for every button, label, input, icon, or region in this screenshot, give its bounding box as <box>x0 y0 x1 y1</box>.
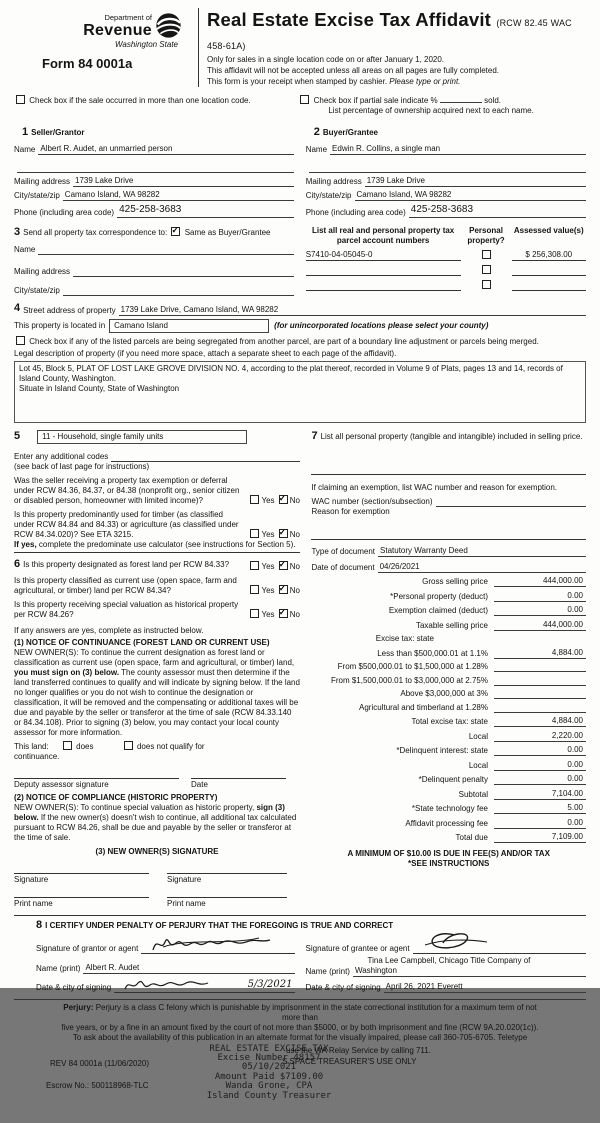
dor-logo <box>14 8 192 72</box>
page-title: Real Estate Excise Tax Affidavit (RCW 82.45 WAC 458-61A) <box>207 9 572 52</box>
additional-codes-field[interactable] <box>111 452 300 462</box>
parcel-col2-header: Personal property? <box>467 225 505 245</box>
parcel-row <box>306 250 586 261</box>
grantor-date-label: Date & city of signing <box>36 982 112 992</box>
q5-yes-checkbox[interactable] <box>250 609 259 618</box>
reason-exemption-label: Reason for exemption <box>311 506 390 516</box>
q4-no-checkbox[interactable] <box>279 585 288 594</box>
logo-revenue-text: Revenue <box>83 21 152 39</box>
grantor-name-field[interactable]: Albert R. Audet <box>83 963 294 974</box>
tax-line-value[interactable]: 2,220.00 <box>494 731 586 742</box>
no-label: No <box>289 530 300 539</box>
grantee-date-field[interactable]: April 26, 2021 Everett <box>384 982 586 993</box>
buyer-mailing-field[interactable]: 1739 Lake Drive <box>365 176 586 187</box>
right-column <box>311 430 586 909</box>
buyer-name2-field[interactable] <box>309 163 586 173</box>
no-label: No <box>289 609 300 619</box>
escrow-number: Escrow No.: 500118968-TLC <box>46 1080 149 1090</box>
land-qualify-row <box>14 741 300 752</box>
tax-line-label: From $500,000.01 to $1,500,000 at 1.28% <box>337 662 488 672</box>
grantee-name-label: Name (print) <box>305 966 350 976</box>
stamp-line: REAL ESTATE EXCISE TAX <box>209 1043 329 1054</box>
additional-codes-note: (see back of last page for instructions) <box>14 462 150 471</box>
legal-description-line1: Lot 45, Block 5, PLAT OF LOST LAKE GROVE DIVISION NO. 4, according to the plat thereof, recorded in Volume 9 of Plats, pages 13 and 14, records of Island County, Washington. <box>19 364 563 383</box>
notice-continuance-body: NEW OWNER(S): To continue the current designation as forest land or classification as current use (open space, farm and agricultural, or timber) land, you must sign on (3) below. The county assessor must then determine if the land transferred continues to qualify and will indicate by signing below. If the land no longer qualifies or you do not wish to continue the designation or classification, it will be removed and the compensating or additional taxes will be due and payable by the seller or transferor at the time of sale (RCW 84.33.140 or 84.34.108). Prior to signing (3) below, you may contact your local county assessor for more information. <box>14 647 300 737</box>
does-not-checkbox[interactable] <box>124 741 133 750</box>
located-in-dropdown[interactable]: Camano Island <box>109 319 269 333</box>
answers-yes-note: If any answers are yes, complete as instructed below. <box>14 625 204 635</box>
correspondence-parcels-section <box>14 226 586 297</box>
grantor-signature-image <box>149 933 274 955</box>
seller-mailing-label: Mailing address <box>14 177 71 186</box>
section5-number: 5 <box>14 430 21 443</box>
correspondence-column <box>14 226 294 297</box>
footer <box>14 1045 586 1123</box>
q4-yes-checkbox[interactable] <box>250 585 259 594</box>
tax-line-value[interactable]: 7,104.00 <box>494 789 586 800</box>
logo-dept-text: Department of <box>104 13 152 23</box>
stamp-line: Excise Number 48157 <box>217 1052 321 1063</box>
grantee-company-text: Tina Lee Campbell, Chicago Title Company of <box>367 955 531 965</box>
tax-line-label: Local <box>468 760 488 770</box>
stamp-line: Wanda Grone, CPA <box>225 1081 313 1092</box>
located-in-note: (for unincorporated locations please select your county) <box>274 321 489 330</box>
buyer-name-field[interactable]: Edwin R. Collins, a single man <box>330 144 586 155</box>
tax-line-label: Exemption claimed (deduct) <box>388 606 488 616</box>
grantee-signature-block <box>306 937 587 993</box>
rcw-reference: (RCW 82.45 WAC 458-61A) <box>207 18 572 52</box>
this-land-label: This land: <box>14 741 49 751</box>
parcel-row <box>306 280 586 291</box>
left-column <box>14 430 300 909</box>
seller-city-field[interactable]: Camano Island, WA 98282 <box>63 190 294 201</box>
tax-line-value[interactable]: 0.00 <box>494 591 586 602</box>
partial-sale-label: Check box if partial sale indicate % <box>313 96 438 106</box>
q1-no-checkbox[interactable] <box>279 495 288 504</box>
legal-description-line2: Situate in Island County, State of Washington <box>19 384 180 393</box>
legal-description-label: Legal description of property (if you need more space, attach a separate sheet to each page of the affidavit). <box>14 349 397 358</box>
parcel-row <box>306 265 586 276</box>
section7-number: 7 <box>311 430 318 442</box>
tax-line-label: Affidavit processing fee <box>405 818 488 828</box>
q1-yes-checkbox[interactable] <box>250 495 259 504</box>
continuance-label: continuance. <box>14 751 60 761</box>
alternate-format-note: To ask about the availability of this publication in an alternate format for the visually impaired, please call 360-705-6705. Teletype <box>72 1032 528 1042</box>
minimum-due-note: A MINIMUM OF $10.00 IS DUE IN FEE(S) AND/OR TAX <box>347 849 550 859</box>
perjury-line2: more than <box>281 1012 319 1022</box>
tax-line-label: Total due <box>455 833 488 843</box>
personal-property-checkbox[interactable] <box>482 265 491 274</box>
seller-column <box>14 122 294 217</box>
notice-compliance-body: NEW OWNER(S): To continue special valuation as historic property, sign (3) below. If the new owner(s) doesn't wish to continue, all additional tax calculated pursuant to RCW 84.26, shall be due and payable by the seller or transferor at the time of sale. <box>14 802 297 842</box>
parcel-number-field[interactable] <box>306 290 461 291</box>
wac-number-label: WAC number (section/subsection) <box>311 496 433 506</box>
predominate-use-note: If yes, complete the predominate use calculator (see instructions for Section 5). <box>14 540 300 553</box>
grantor-signature-field[interactable] <box>141 940 294 954</box>
header-line3: This form is your receipt when stamped by cashier. Please type or print. <box>207 77 461 87</box>
located-in-label: This property is located in <box>14 321 106 330</box>
section2-heading: Buyer/Grantee <box>322 128 378 138</box>
stamp-line: Amount Paid $7109.00 <box>214 1071 324 1082</box>
segregated-checkbox[interactable] <box>16 336 25 345</box>
buyer-mailing-label: Mailing address <box>305 177 362 186</box>
q3-no-checkbox[interactable] <box>279 561 288 570</box>
buyer-column <box>306 122 586 217</box>
yes-label: Yes <box>261 530 275 539</box>
q2-no-checkbox[interactable] <box>279 529 288 538</box>
deputy-signature-label: Deputy assessor signature <box>14 778 179 790</box>
seller-name-label: Name <box>14 145 36 154</box>
grantee-date-label: Date & city of signing <box>305 982 381 992</box>
grantor-signature-label: Signature of grantor or agent <box>36 943 139 953</box>
perjury-line1: Perjury: Perjury is a class C felony which is punishable by imprisonment in the state correctional institution for a maximum term of not <box>63 1002 537 1012</box>
logo-state-text: Washington State <box>114 40 178 49</box>
section1-heading: Seller/Grantor <box>31 128 85 138</box>
personal-property-checkbox[interactable] <box>482 250 491 259</box>
historical-question: Is this property receiving special valuation as historical property per RCW 84.26? <box>14 599 239 619</box>
form-number: Form 84 0001a <box>42 56 133 71</box>
stamp-line: Island County Treasurer <box>206 1090 332 1101</box>
grantee-signature-image <box>421 931 491 955</box>
correspondence-city-label: City/state/zip <box>14 286 60 296</box>
personal-property-intro: List all personal property (tangible and intangible) included in selling price. <box>320 432 583 441</box>
header <box>14 8 586 87</box>
timber-question: Is this property predominantly used for timber (as classified under RCW 84.84 and 84.33) or agriculture (as classified under RCW 84.34.020)? See ETA 3215. <box>14 510 239 539</box>
tax-line-label: Total excise tax: state <box>411 717 488 727</box>
treasurer-use-only-text: S SPACE TREASURER'S USE ONLY <box>282 1056 417 1066</box>
grantor-date-handwritten: 5/3/2021 <box>247 979 293 990</box>
tax-line-label: Agricultural and timberland at 1.28% <box>359 702 488 712</box>
q2-yes-checkbox[interactable] <box>250 529 259 538</box>
seller-phone-label: Phone (including area code) <box>14 207 115 217</box>
buyer-phone-field[interactable]: 425-258-3683 <box>409 204 586 218</box>
ownership-percent-note: List percentage of ownership acquired next to each name. <box>328 106 534 116</box>
q5-no-checkbox[interactable] <box>279 609 288 618</box>
tax-line-value[interactable]: 0.00 <box>494 774 586 785</box>
seller-phone-field[interactable]: 425-258-3683 <box>117 204 294 218</box>
property-section <box>14 302 586 423</box>
parcel-number-field[interactable]: S7410-04-05045-0 <box>306 250 461 261</box>
buyer-city-field[interactable]: Camano Island, WA 98282 <box>355 190 586 201</box>
perjury-line3: five years, or by a fine in an amount fixed by the court of not more than $5000, or by both imprisonment and fine (RCW 9A.20.020(1c)). <box>61 1022 539 1032</box>
yes-label: Yes <box>261 496 275 505</box>
relay-service-note: use the WA Relay Service by calling 711. <box>286 1045 431 1055</box>
forest-land-question: Is this property designated as forest land per RCW 84.33? <box>23 560 230 569</box>
reason-exemption-field[interactable] <box>311 539 586 540</box>
grantee-signature-field[interactable] <box>413 940 586 954</box>
certification-section <box>14 915 586 995</box>
personal-property-field[interactable] <box>311 474 586 475</box>
q3-yes-checkbox[interactable] <box>250 561 259 570</box>
no-label: No <box>289 585 300 595</box>
tax-line-label: *Delinquent penalty <box>418 775 488 785</box>
street-address-label: Street address of property <box>23 306 116 315</box>
document-date-field[interactable]: 04/26/2021 <box>378 562 586 573</box>
seller-mailing-field[interactable]: 1739 Lake Drive <box>73 176 294 187</box>
land-use-code-dropdown[interactable]: 11 - Household, single family units <box>37 430 247 444</box>
tax-line-value[interactable]: 4,884.00 <box>494 648 586 659</box>
tax-line-label: *Personal property (deduct) <box>390 591 488 601</box>
perjury-section <box>14 999 586 1043</box>
correspondence-city-field[interactable] <box>63 286 294 296</box>
seller-name2-field[interactable] <box>17 163 294 173</box>
stamp-line: 05/10/2021 <box>241 1062 297 1073</box>
middle-columns <box>14 430 586 909</box>
tax-line-label: Excise tax: state <box>375 634 434 644</box>
parcel-table <box>306 226 586 297</box>
section1-number: 1 <box>22 126 29 139</box>
section8-number: 8 <box>36 918 43 931</box>
same-as-buyer-label: Same as Buyer/Grantee <box>184 227 271 237</box>
multiple-location-checkbox[interactable] <box>16 95 25 104</box>
grantor-name-label: Name (print) <box>36 963 81 973</box>
current-use-question: Is this property classified as current use (open space, farm and agricultural, or timber) land per RCW 84.34? <box>14 575 237 595</box>
assessed-value-field[interactable] <box>512 290 586 291</box>
yes-label: Yes <box>261 585 275 595</box>
exemption-question: Was the seller receiving a property tax exemption or deferral under RCW 84.36, 84.37, or 84.38 (nonprofit org., senior citizen or disabled person, homeowner with limited income)? <box>14 476 240 505</box>
tax-line-value <box>494 635 586 644</box>
deputy-assessor-row <box>14 766 300 790</box>
tax-line-label: Less than $500,000.01 at 1.1% <box>377 648 488 658</box>
correspondence-mailing-field[interactable] <box>73 267 294 277</box>
parcel-number-field[interactable] <box>306 275 461 276</box>
same-as-buyer-checkbox[interactable] <box>171 227 180 236</box>
correspondence-name-field[interactable] <box>38 245 294 255</box>
rev-number: REV 84 0001a (11/06/2020) <box>50 1058 150 1068</box>
tax-line-value[interactable] <box>494 703 586 713</box>
no-label: No <box>289 496 300 505</box>
tax-line-value[interactable]: 5.00 <box>494 803 586 814</box>
header-line1: Only for sales in a single location code on or after January 1, 2020. <box>207 55 445 65</box>
section4-number: 4 <box>14 302 21 315</box>
street-address-field[interactable]: 1739 Lake Drive, Camano Island, WA 98282 <box>119 305 586 316</box>
buyer-city-label: City/state/zip <box>305 191 352 200</box>
owner-signature-label: Signature <box>167 873 287 885</box>
parcel-col3-header: Assessed value(s) <box>513 225 584 235</box>
section6-number: 6 <box>14 558 21 570</box>
tax-line-label: Subtotal <box>458 789 488 799</box>
tax-line-label: Gross selling price <box>422 577 488 587</box>
tax-line-value[interactable]: 0.00 <box>494 605 586 616</box>
partial-sale-sold-label: sold. <box>484 96 502 106</box>
partial-sale-percent-field[interactable] <box>440 102 482 103</box>
tax-line-value[interactable]: 0.00 <box>494 745 586 756</box>
tax-line-value[interactable] <box>494 689 586 699</box>
segregated-label: Check box if any of the listed parcels are being segregated from another parcel, are part of a boundary line adjustment or parcels being merged. <box>29 337 539 346</box>
tax-line-value[interactable]: 4,884.00 <box>494 716 586 727</box>
legal-description-box[interactable] <box>14 361 586 423</box>
correspondence-mailing-label: Mailing address <box>14 267 71 277</box>
owner-printname-row <box>14 885 300 909</box>
grantor-signature-block <box>36 937 295 993</box>
tax-line-label: Taxable selling price <box>415 620 488 630</box>
tax-line-value[interactable] <box>494 662 586 672</box>
yes-label: Yes <box>261 561 275 571</box>
additional-codes-label: Enter any additional codes <box>14 452 109 461</box>
owner-printname-label: Print name <box>167 897 287 909</box>
notice-continuance-title: (1) NOTICE OF CONTINUANCE (FOREST LAND OR CURRENT USE) <box>14 637 270 647</box>
tax-line-label: *Delinquent interest: state <box>396 746 488 756</box>
grantor-date-field[interactable] <box>114 979 294 993</box>
document-type-field[interactable]: Statutory Warranty Deed <box>378 546 586 557</box>
personal-property-checkbox[interactable] <box>482 280 491 289</box>
tax-line-label: From $1,500,000.01 to $3,000,000 at 2.75% <box>330 675 488 685</box>
tax-line-value[interactable]: 444,000.00 <box>494 620 586 631</box>
tax-line-value[interactable]: 7,109.00 <box>494 832 586 843</box>
tax-line-label: Local <box>468 731 488 741</box>
see-instructions-note: *SEE INSTRUCTIONS <box>408 859 490 869</box>
tax-line-value[interactable] <box>494 676 586 686</box>
owner-signature-label: Signature <box>14 873 149 885</box>
tax-line-value[interactable]: 444,000.00 <box>494 576 586 587</box>
tax-line-label: *State technology fee <box>411 804 488 814</box>
dor-swirl-icon <box>155 12 182 42</box>
grantee-signature-label: Signature of grantee or agent <box>305 943 410 953</box>
tax-line-value[interactable]: 0.00 <box>494 760 586 771</box>
grantor-date-script-image <box>122 976 212 994</box>
parcel-col1-header: List all real and personal property tax parcel account numbers <box>311 225 455 245</box>
correspondence-name-label: Name <box>14 245 36 255</box>
does-not-label: does not qualify for <box>136 741 205 751</box>
document-type-label: Type of document <box>311 546 376 556</box>
exemption-note: If claiming an exemption, list WAC number and reason for exemption. <box>311 482 558 492</box>
certify-statement: I CERTIFY UNDER PENALTY OF PERJURY THAT THE FOREGOING IS TRUE AND CORRECT <box>45 920 394 930</box>
no-label: No <box>289 561 300 571</box>
tax-line-label: Above $3,000,000 at 3% <box>400 689 488 699</box>
seller-name-field[interactable]: Albert R. Audet, an unmarried person <box>38 144 294 155</box>
deputy-date-label: Date <box>191 778 286 790</box>
section3-number: 3 <box>14 225 21 238</box>
partial-sale-checkbox[interactable] <box>300 95 309 104</box>
owner-signature-row <box>14 861 300 885</box>
buyer-name-label: Name <box>305 145 328 154</box>
buyer-phone-label: Phone (including area code) <box>305 207 406 217</box>
wac-number-field[interactable] <box>436 497 586 507</box>
assessed-value-field[interactable]: $ 256,308.00 <box>512 250 586 261</box>
section2-number: 2 <box>313 126 320 139</box>
document-date-label: Date of document <box>311 562 375 572</box>
does-checkbox[interactable] <box>63 741 72 750</box>
yes-label: Yes <box>261 609 275 619</box>
owner-printname-label: Print name <box>14 897 149 909</box>
multiple-location-label: Check box if the sale occurred in more than one location code. <box>29 96 251 106</box>
new-owner-signature-title: (3) NEW OWNER(S) SIGNATURE <box>95 846 219 856</box>
notice-compliance-title: (2) NOTICE OF COMPLIANCE (HISTORIC PROPERTY) <box>14 792 218 802</box>
does-label: does <box>76 741 94 751</box>
seller-city-label: City/state/zip <box>14 191 60 200</box>
header-line2: This affidavit will not be accepted unless all areas on all pages are fully completed. <box>207 66 500 76</box>
parties-section <box>14 122 586 217</box>
section3-text: Send all property tax correspondence to: <box>23 227 168 237</box>
assessed-value-field[interactable] <box>512 275 586 276</box>
grantee-name-field[interactable]: Washington <box>353 966 586 977</box>
tax-line-value[interactable]: 0.00 <box>494 818 586 829</box>
top-check-row <box>14 95 586 116</box>
